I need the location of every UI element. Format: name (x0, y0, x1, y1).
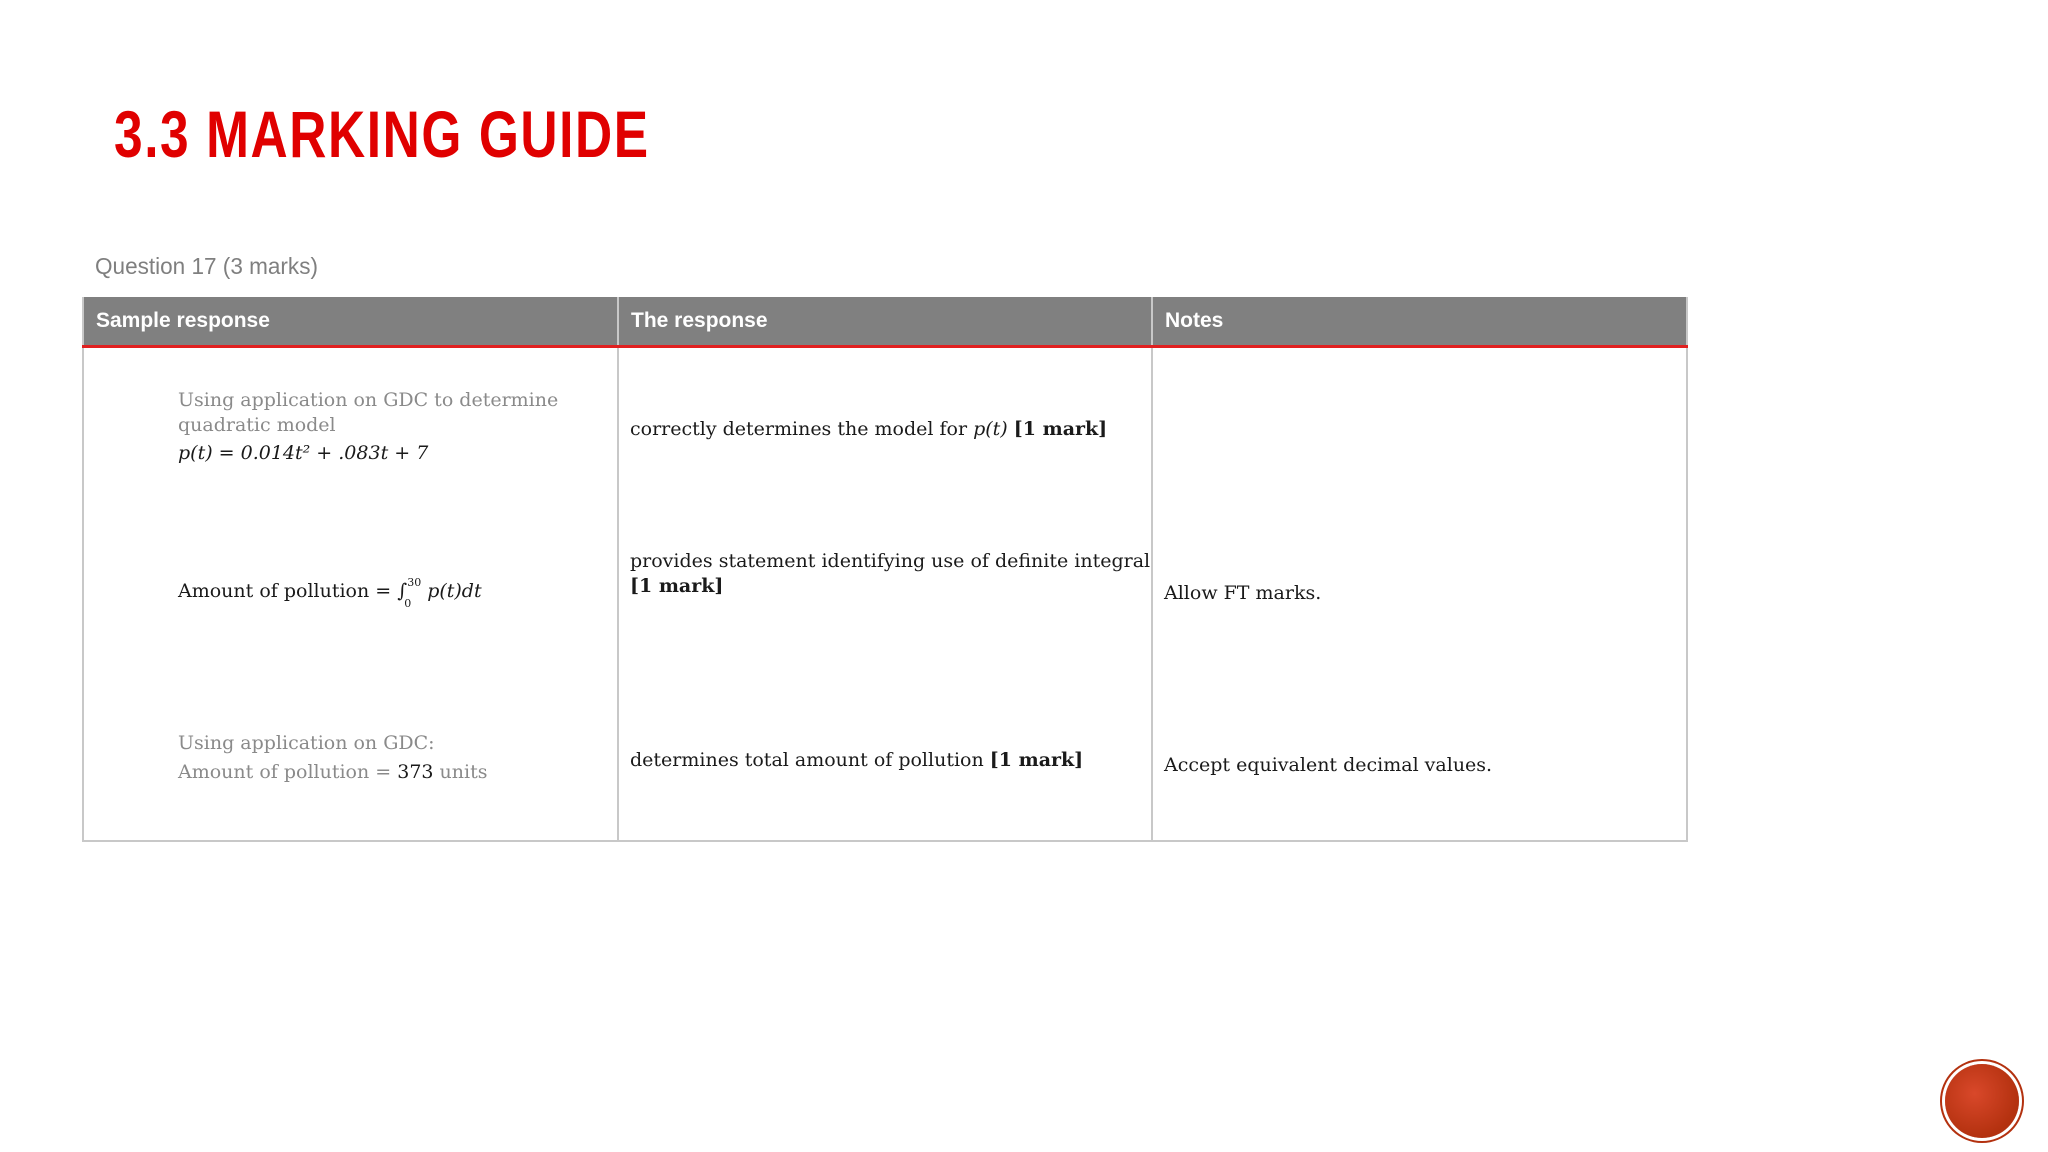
sample-text-line: quadratic model (178, 413, 336, 436)
response-description: provides statement identifying use of definite integral (630, 550, 1151, 572)
header-notes: Notes (1152, 297, 1687, 346)
sample-value: 373 (397, 761, 434, 783)
sample-response-cell (83, 346, 618, 511)
notes-text: Accept equivalent decimal values. (1164, 754, 1493, 776)
sample-response-cell (83, 511, 618, 676)
table-row (83, 511, 1687, 676)
response-description: determines total amount of pollution (630, 749, 984, 771)
sample-text-line: Using application on GDC: (178, 732, 435, 754)
slide-title: 3.3 MARKING GUIDE (114, 97, 650, 171)
notes-cell (1152, 346, 1687, 511)
response-cell (618, 511, 1152, 676)
slide-number-badge[interactable] (1945, 1064, 2019, 1138)
response-cell (618, 676, 1152, 841)
marking-guide-table (82, 297, 1688, 842)
header-sample-response: Sample response (83, 297, 618, 346)
notes-cell (1152, 511, 1687, 676)
integrand: p(t)dt (427, 580, 482, 602)
integral-lower-limit: 0 (404, 597, 412, 610)
sample-text: Amount of pollution = (178, 580, 392, 602)
sample-text-line: Using application on GDC to determine (178, 388, 559, 411)
integral-upper-limit: 30 (407, 576, 422, 589)
sample-formula: p(t) = 0.014t² + .083t + 7 (178, 441, 429, 464)
sample-integral-line (178, 576, 482, 610)
sample-unit: units (439, 761, 488, 783)
response-math: p(t) (973, 417, 1008, 440)
sample-text: Amount of pollution = (178, 761, 392, 783)
table-row (83, 676, 1687, 841)
question-label: Question 17 (3 marks) (95, 253, 318, 279)
sample-response-cell (83, 676, 618, 841)
sample-text-line (178, 760, 487, 785)
table-header-row (83, 297, 1687, 346)
response-description: correctly determines the model for (630, 417, 968, 440)
response-text (630, 417, 1107, 442)
notes-cell (1152, 676, 1687, 841)
mark-label: [1 mark] (1013, 417, 1108, 440)
header-the-response: The response (618, 297, 1152, 346)
mark-label: [1 mark] (989, 749, 1084, 771)
response-cell (618, 346, 1152, 511)
table-row (83, 346, 1687, 511)
response-text (630, 748, 1083, 773)
integral-sign: ∫ 30 0 (397, 579, 407, 604)
mark-label: [1 mark] (630, 575, 724, 597)
notes-text: Allow FT marks. (1164, 582, 1322, 604)
